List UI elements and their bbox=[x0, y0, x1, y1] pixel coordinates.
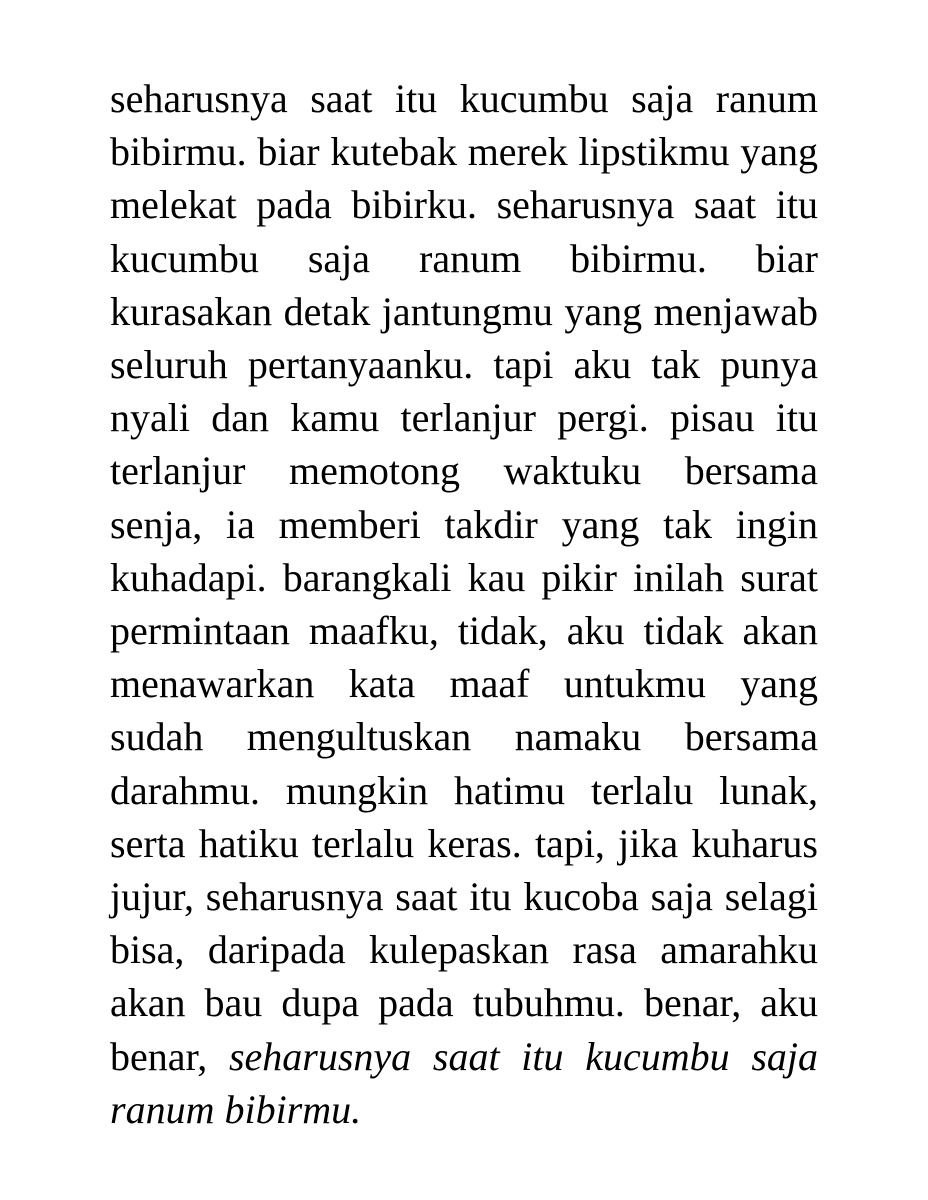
document-page bbox=[110, 72, 818, 1136]
body-text: seharusnya saat itu kucumbu saja ranum bibirmu. biar kutebak merek lipstikmu yang melekat pada bibirku. seharusnya saat itu kucumbu saja ranum bibirmu. biar kurasakan detak jantungmu yang menjawab seluruh pertanyaanku. tapi aku tak punya nyali dan kamu terlanjur pergi. pisau itu terlanjur memotong waktuku bersama senja, ia memberi takdir yang tak ingin kuhadapi. barangkali kau pikir inilah surat permintaan maafku, tidak, aku tidak akan menawarkan kata maaf untukmu yang sudah mengultuskan namaku bersama darahmu. mungkin hatimu terlalu lunak, serta hatiku terlalu keras. tapi, jika kuharus jujur, seharusnya saat itu kucoba saja selagi bisa, daripada kulepaskan rasa amarahku akan bau dupa pada tubuhmu. benar, aku benar, bbox=[110, 76, 818, 1079]
closing-italic-line: seharusnya saat itu kucumbu saja ranum bibirmu. bbox=[110, 1033, 819, 1132]
poem-paragraph bbox=[110, 72, 818, 1136]
